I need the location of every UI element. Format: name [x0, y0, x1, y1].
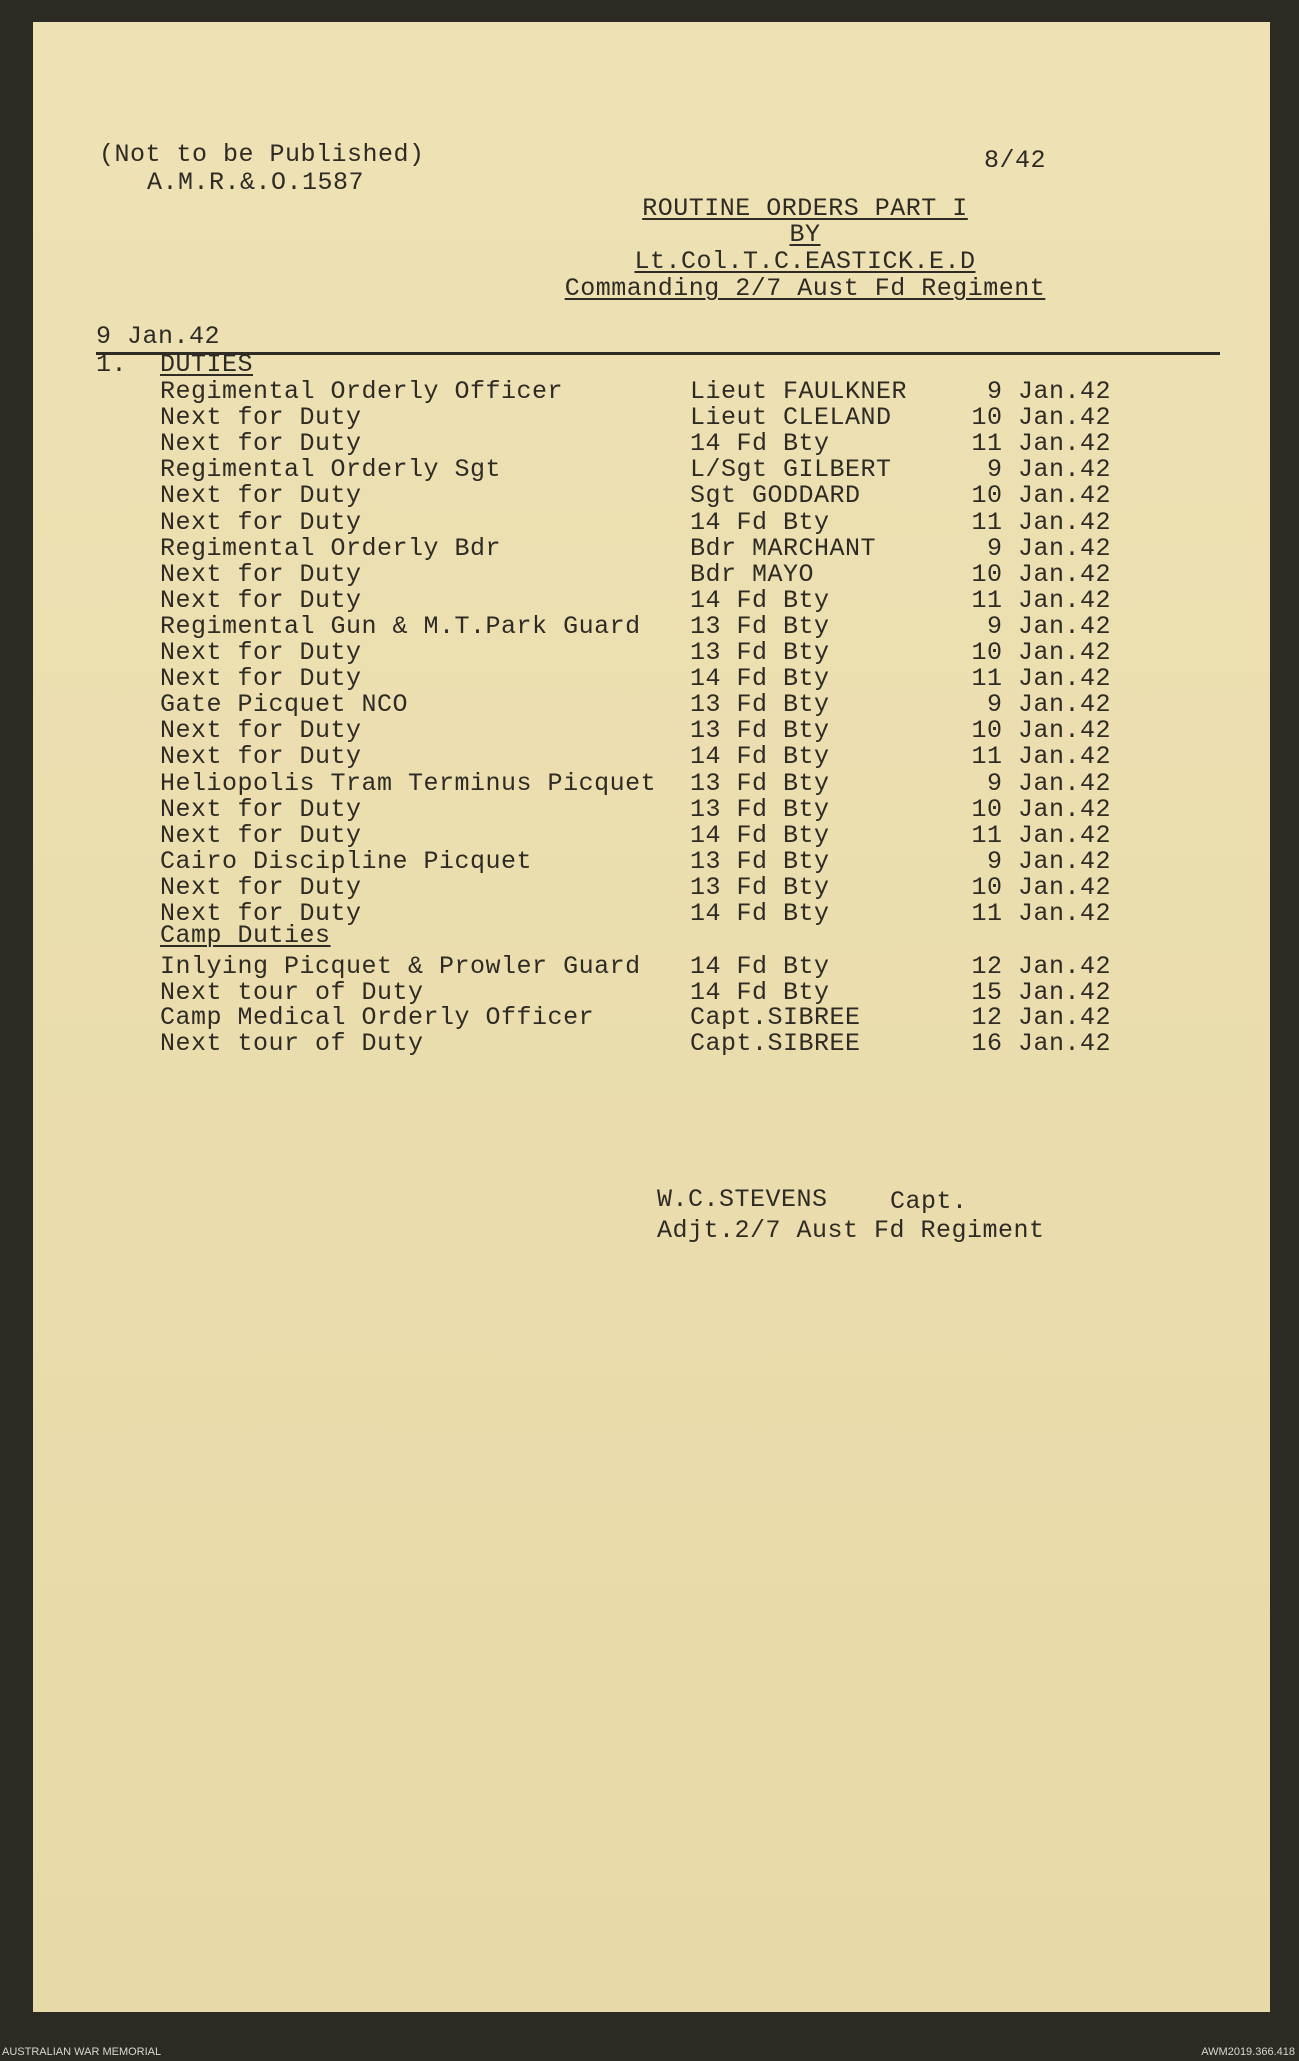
duty-name: Cairo Discipline Picquet: [160, 846, 533, 876]
assigned-to: 13 Fd Bty: [690, 768, 830, 798]
camp-duties-heading: Camp Duties: [160, 921, 331, 950]
duty-date: 10 Jan.42: [971, 794, 1111, 824]
duty-name: Next for Duty: [160, 638, 362, 667]
assigned-to: 13 Fd Bty: [690, 716, 830, 746]
duty-name: Next for Duty: [160, 429, 362, 459]
duty-date: 11 Jan.42: [971, 899, 1111, 928]
assigned-to: 14 Fd Bty: [690, 664, 830, 694]
duty-date: 10 Jan.42: [971, 638, 1111, 667]
unit-name: Commanding 2/7 Aust Fd Regiment: [564, 274, 1046, 303]
signatory-rank: Capt.: [890, 1187, 968, 1216]
assigned-to: 14 Fd Bty: [690, 742, 830, 772]
duty-date: 11 Jan.42: [971, 820, 1111, 850]
assigned-to: 14 Fd Bty: [690, 585, 830, 615]
signatory-name: W.C.STEVENS: [657, 1185, 828, 1214]
duty-name: Next for Duty: [160, 403, 362, 433]
duty-date: 10 Jan.42: [971, 481, 1111, 511]
duty-date: 9 Jan.42: [986, 611, 1111, 641]
assigned-to: 14 Fd Bty: [690, 899, 830, 928]
assigned-to: Lieut FAULKNER: [690, 377, 908, 406]
assigned-to: 14 Fd Bty: [690, 952, 830, 981]
duty-name: Heliopolis Tram Terminus Picquet: [160, 768, 657, 798]
duty-date: 10 Jan.42: [971, 872, 1111, 902]
assigned-to: Bdr MAYO: [690, 559, 815, 589]
duty-name: Next for Duty: [160, 794, 362, 824]
assigned-to: 14 Fd Bty: [690, 429, 830, 459]
duty-date: 9 Jan.42: [986, 377, 1111, 406]
assigned-to: Capt.SIBREE: [690, 1003, 861, 1032]
duty-date: 10 Jan.42: [971, 716, 1111, 746]
duty-name: Next for Duty: [160, 664, 362, 694]
assigned-to: 14 Fd Bty: [690, 820, 830, 850]
assigned-to: 13 Fd Bty: [690, 872, 830, 902]
assigned-to: L/Sgt GILBERT: [690, 455, 892, 485]
duty-date: 10 Jan.42: [971, 559, 1111, 589]
duty-name: Camp Medical Orderly Officer: [160, 1003, 595, 1032]
duty-date: 12 Jan.42: [971, 1003, 1111, 1032]
page-number: 8/42: [984, 146, 1047, 175]
divider-rule: [96, 352, 1220, 355]
duty-date: 11 Jan.42: [971, 742, 1111, 772]
document-title: ROUTINE ORDERS PART I: [642, 194, 968, 223]
duty-date: 16 Jan.42: [971, 1028, 1111, 1058]
order-date: 9 Jan.42: [96, 322, 221, 351]
duty-name: Next for Duty: [160, 481, 362, 511]
duty-name: Inlying Picquet & Prowler Guard: [160, 952, 641, 981]
assigned-to: Capt.SIBREE: [690, 1028, 861, 1058]
duty-name: Next for Duty: [160, 899, 362, 928]
duty-name: Next tour of Duty: [160, 977, 424, 1007]
duty-date: 9 Jan.42: [986, 768, 1111, 798]
assigned-to: Lieut CLELAND: [690, 403, 892, 433]
duty-name: Regimental Orderly Sgt: [160, 455, 502, 485]
duty-date: 10 Jan.42: [971, 403, 1111, 433]
duty-name: Next tour of Duty: [160, 1028, 424, 1058]
assigned-to: 13 Fd Bty: [690, 846, 830, 876]
duty-name: Regimental Gun & M.T.Park Guard: [160, 611, 641, 641]
signatory-position: Adjt.2/7 Aust Fd Regiment: [657, 1216, 1045, 1245]
duty-name: Regimental Orderly Officer: [160, 377, 564, 406]
assigned-to: 13 Fd Bty: [690, 638, 830, 667]
section-title: DUTIES: [160, 350, 254, 379]
assigned-to: 14 Fd Bty: [690, 977, 830, 1007]
duty-name: Next for Duty: [160, 742, 362, 772]
duty-date: 11 Jan.42: [971, 507, 1111, 537]
duty-date: 15 Jan.42: [971, 977, 1111, 1007]
assigned-to: 14 Fd Bty: [690, 507, 830, 537]
footer-accession: AWM2019.366.418: [1201, 2046, 1295, 2058]
restriction-note: (Not to be Published): [99, 140, 425, 169]
duty-date: 9 Jan.42: [986, 455, 1111, 485]
by-line: BY: [789, 220, 821, 249]
commander-name: Lt.Col.T.C.EASTICK.E.D: [634, 247, 976, 276]
duty-name: Gate Picquet NCO: [160, 690, 409, 720]
duty-name: Next for Duty: [160, 585, 362, 615]
duty-date: 11 Jan.42: [971, 664, 1111, 694]
reference-number: A.M.R.&.O.1587: [147, 168, 365, 197]
assigned-to: 13 Fd Bty: [690, 690, 830, 720]
footer-source: AUSTRALIAN WAR MEMORIAL: [2, 2046, 162, 2058]
assigned-to: Sgt GODDARD: [690, 481, 861, 511]
duty-name: Next for Duty: [160, 507, 362, 537]
duty-name: Next for Duty: [160, 872, 362, 902]
duty-name: Next for Duty: [160, 559, 362, 589]
section-number: 1.: [96, 350, 128, 379]
duty-name: Regimental Orderly Bdr: [160, 533, 502, 563]
duty-name: Next for Duty: [160, 820, 362, 850]
duty-date: 11 Jan.42: [971, 429, 1111, 459]
assigned-to: Bdr MARCHANT: [690, 533, 877, 563]
assigned-to: 13 Fd Bty: [690, 794, 830, 824]
duty-name: Next for Duty: [160, 716, 362, 746]
duty-date: 9 Jan.42: [986, 690, 1111, 720]
duty-date: 11 Jan.42: [971, 585, 1111, 615]
duty-date: 9 Jan.42: [986, 533, 1111, 563]
assigned-to: 13 Fd Bty: [690, 611, 830, 641]
duty-date: 12 Jan.42: [971, 952, 1111, 981]
duty-date: 9 Jan.42: [986, 846, 1111, 876]
